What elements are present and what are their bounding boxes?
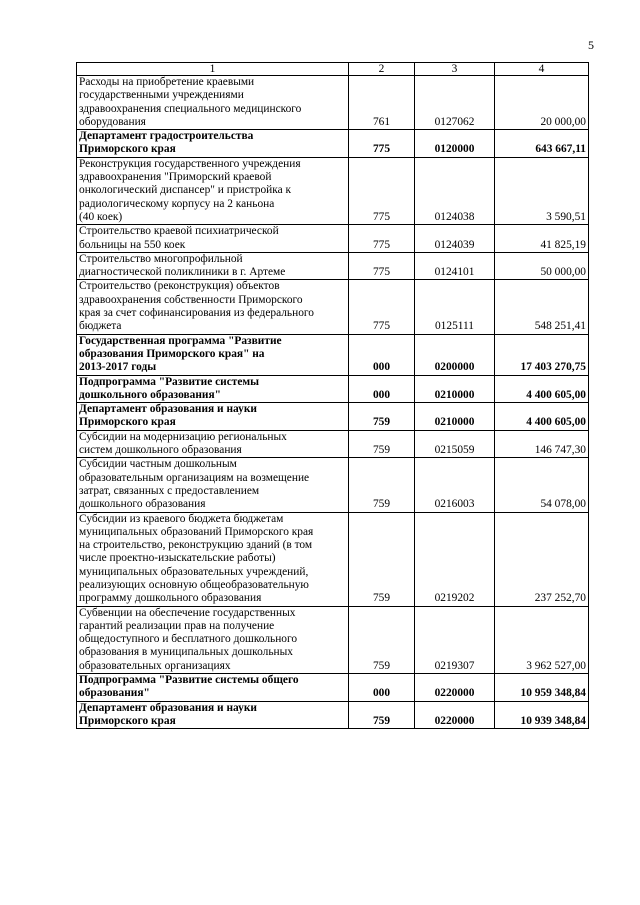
row-name: Строительство (реконструкция) объектов здравоохранения собственности Приморского края за счет софинансирования из федерального бюджета — [77, 280, 349, 334]
row-name: Подпрограмма "Развитие системы общего образования" — [77, 674, 349, 702]
row-amount: 3 962 527,00 — [495, 606, 589, 673]
row-amount: 4 400 605,00 — [495, 403, 589, 431]
row-department-code: 000 — [349, 334, 415, 375]
row-target-article-code: 0124101 — [415, 252, 495, 280]
row-amount: 17 403 270,75 — [495, 334, 589, 375]
row-target-article-code: 0219202 — [415, 512, 495, 606]
row-department-code: 775 — [349, 157, 415, 224]
table-header-row — [77, 63, 589, 76]
row-target-article-code: 0124039 — [415, 225, 495, 253]
row-target-article-code: 0210000 — [415, 403, 495, 431]
table-row — [77, 157, 589, 224]
row-name: Субсидии из краевого бюджета бюджетам муниципальных образований Приморского края на строительство, реконструкцию зданий (в том числе проектно-изыскательские работы) муниципальных образовательных учреждений, реализующих основную общеобразовательную программу дошкольного образования — [77, 512, 349, 606]
header-col-3: 3 — [415, 63, 495, 76]
row-name: Государственная программа "Развитие образования Приморского края" на 2013-2017 годы — [77, 334, 349, 375]
row-department-code: 000 — [349, 674, 415, 702]
row-name: Реконструкция государственного учреждения здравоохранения "Приморский краевой онкологический диспансер" и пристройка к радиологическому корпусу на 2 каньона (40 коек) — [77, 157, 349, 224]
row-amount: 10 939 348,84 — [495, 701, 589, 729]
row-department-code: 759 — [349, 403, 415, 431]
row-department-code: 759 — [349, 458, 415, 512]
row-target-article-code: 0210000 — [415, 375, 495, 403]
table-row — [77, 225, 589, 253]
row-department-code: 775 — [349, 225, 415, 253]
header-col-4: 4 — [495, 63, 589, 76]
row-target-article-code: 0200000 — [415, 334, 495, 375]
row-amount: 146 747,30 — [495, 430, 589, 458]
table-row — [77, 606, 589, 673]
row-name: Субсидии частным дошкольным образовательным организациям на возмещение затрат, связанных с предоставлением дошкольного образования — [77, 458, 349, 512]
table-row — [77, 130, 589, 158]
table-row — [77, 674, 589, 702]
page-number: 5 — [588, 38, 594, 52]
table-row — [77, 76, 589, 130]
row-amount: 237 252,70 — [495, 512, 589, 606]
row-department-code: 000 — [349, 375, 415, 403]
row-name: Расходы на приобретение краевыми государственными учреждениями здравоохранения специального медицинского оборудования — [77, 76, 349, 130]
row-target-article-code: 0219307 — [415, 606, 495, 673]
table-row — [77, 701, 589, 729]
row-name: Строительство многопрофильной диагностической поликлиники в г. Артеме — [77, 252, 349, 280]
row-target-article-code: 0127062 — [415, 76, 495, 130]
table-row — [77, 512, 589, 606]
row-amount: 54 078,00 — [495, 458, 589, 512]
row-target-article-code: 0220000 — [415, 701, 495, 729]
table-row — [77, 458, 589, 512]
row-amount: 4 400 605,00 — [495, 375, 589, 403]
row-target-article-code: 0220000 — [415, 674, 495, 702]
row-target-article-code: 0124038 — [415, 157, 495, 224]
header-col-1: 1 — [77, 63, 349, 76]
row-department-code: 775 — [349, 252, 415, 280]
table-row — [77, 252, 589, 280]
row-amount: 548 251,41 — [495, 280, 589, 334]
row-amount: 10 959 348,84 — [495, 674, 589, 702]
row-target-article-code: 0216003 — [415, 458, 495, 512]
row-name: Департамент образования и науки Приморского края — [77, 701, 349, 729]
row-name: Субвенции на обеспечение государственных гарантий реализации прав на получение общедоступного и бесплатного дошкольного образования в муниципальных дошкольных образовательных организациях — [77, 606, 349, 673]
row-department-code: 759 — [349, 606, 415, 673]
row-department-code: 775 — [349, 280, 415, 334]
row-department-code: 761 — [349, 76, 415, 130]
table-row — [77, 430, 589, 458]
table-row — [77, 375, 589, 403]
row-amount: 41 825,19 — [495, 225, 589, 253]
table-row — [77, 403, 589, 431]
row-target-article-code: 0125111 — [415, 280, 495, 334]
row-department-code: 759 — [349, 430, 415, 458]
row-name: Подпрограмма "Развитие системы дошкольного образования" — [77, 375, 349, 403]
row-amount: 643 667,11 — [495, 130, 589, 158]
row-name: Строительство краевой психиатрической больницы на 550 коек — [77, 225, 349, 253]
row-target-article-code: 0215059 — [415, 430, 495, 458]
row-name: Департамент градостроительства Приморского края — [77, 130, 349, 158]
row-amount: 50 000,00 — [495, 252, 589, 280]
table-row — [77, 280, 589, 334]
row-amount: 20 000,00 — [495, 76, 589, 130]
row-target-article-code: 0120000 — [415, 130, 495, 158]
table-row — [77, 334, 589, 375]
row-department-code: 775 — [349, 130, 415, 158]
row-department-code: 759 — [349, 512, 415, 606]
row-name: Департамент образования и науки Приморского края — [77, 403, 349, 431]
header-col-2: 2 — [349, 63, 415, 76]
row-name: Субсидии на модернизацию региональных систем дошкольного образования — [77, 430, 349, 458]
row-department-code: 759 — [349, 701, 415, 729]
row-amount: 3 590,51 — [495, 157, 589, 224]
budget-table — [76, 62, 589, 729]
